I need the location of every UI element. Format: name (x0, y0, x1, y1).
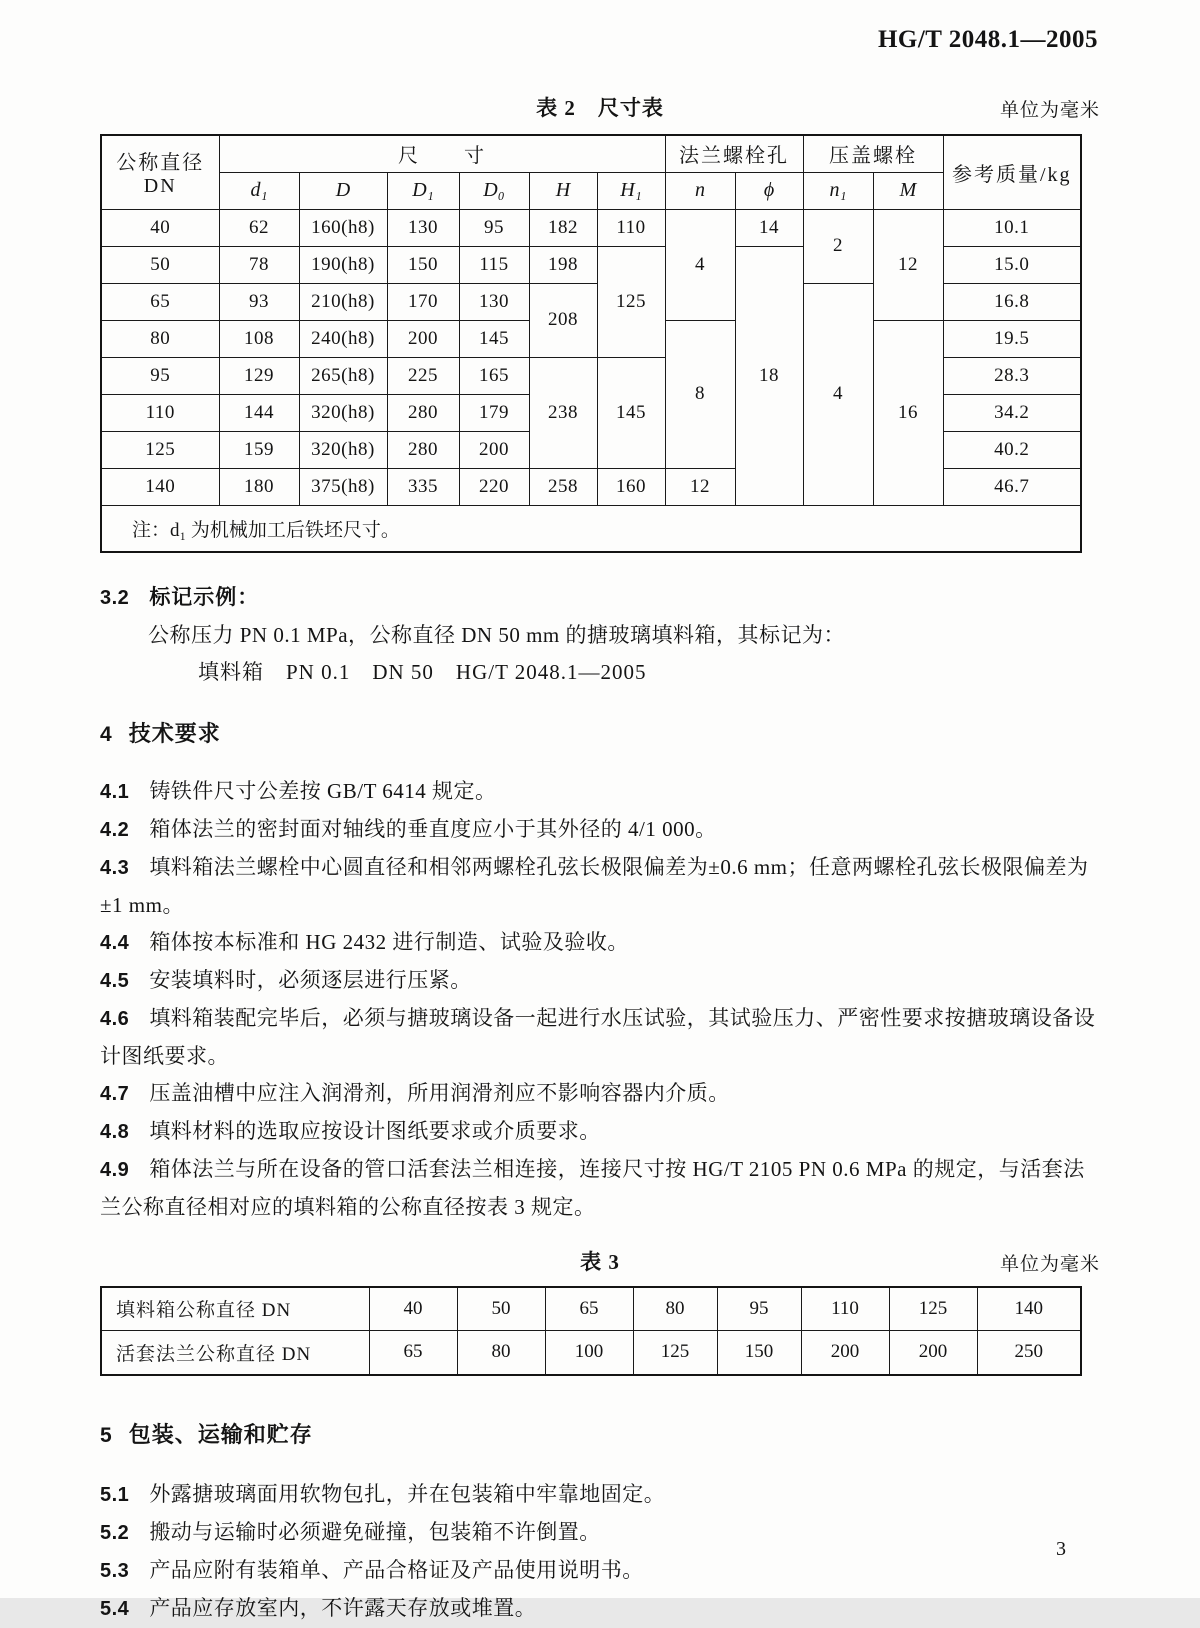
correspondence-cell: 80 (633, 1287, 717, 1331)
dimension-cell: 2 (803, 209, 873, 283)
dimension-cell: 159 (219, 431, 299, 468)
dimension-cell: 145 (459, 320, 529, 357)
dimension-cell: 95 (101, 357, 219, 394)
dimension-cell: 210(h8) (299, 283, 387, 320)
table2-size-group-header: 尺 寸 (219, 135, 665, 172)
dimension-cell: 115 (459, 246, 529, 283)
section-number: 4 (100, 722, 113, 746)
clause-3-2 (100, 579, 1100, 617)
table2-header-row-2 (101, 172, 1081, 209)
correspondence-cell: 50 (457, 1287, 545, 1331)
dimension-cell: 144 (219, 394, 299, 431)
clause-text: 搬动与运输时必须避免碰撞，包装箱不许倒置。 (149, 1519, 601, 1544)
correspondence-cell: 200 (889, 1331, 977, 1375)
dimension-cell: 16.8 (943, 283, 1081, 320)
clause-text: 压盖油槽中应注入润滑剂，所用润滑剂应不影响容器内介质。 (149, 1080, 730, 1105)
correspondence-cell: 填料箱公称直径 DN (101, 1287, 369, 1331)
dimension-cell: 280 (387, 431, 459, 468)
section-title: 包装、运输和贮存 (128, 1421, 313, 1447)
clause-4-5 (100, 962, 1100, 1000)
table2-caption-row (100, 92, 1100, 124)
dimension-cell: 320(h8) (299, 394, 387, 431)
table2-subcolumn-header: H (529, 172, 597, 209)
marking-example: 填料箱 PN 0.1 DN 50 HG/T 2048.1—2005 (198, 659, 647, 684)
clause-number: 3.2 (100, 586, 130, 609)
correspondence-cell: 活套法兰公称直径 DN (101, 1331, 369, 1375)
dimension-cell: 280 (387, 394, 459, 431)
clause-text: 箱体法兰的密封面对轴线的垂直度应小于其外径的 4/1 000。 (149, 816, 717, 841)
dimension-cell: 14 (735, 209, 803, 246)
table3-caption-row (100, 1246, 1100, 1278)
correspondence-cell: 125 (633, 1331, 717, 1375)
dimension-cell: 200 (387, 320, 459, 357)
dimension-cell: 110 (101, 394, 219, 431)
page-number: 3 (1056, 1538, 1066, 1560)
dimension-cell: 108 (219, 320, 299, 357)
dimension-cell: 10.1 (943, 209, 1081, 246)
table2-unit-note: 单位为毫米 (999, 100, 1100, 121)
dimension-cell: 258 (529, 468, 597, 505)
table-row (101, 209, 1081, 246)
clause-text: 安装填料时，必须逐层进行压紧。 (149, 967, 472, 992)
clause-text: 铸铁件尺寸公差按 GB/T 6414 规定。 (149, 778, 497, 803)
dimension-cell: 110 (597, 209, 665, 246)
clause-5-1 (100, 1476, 1100, 1514)
correspondence-cell: 140 (977, 1287, 1081, 1331)
dimension-cell: 28.3 (943, 357, 1081, 394)
dimension-cell: 182 (529, 209, 597, 246)
table2-subcolumn-header: D₀ (459, 172, 529, 209)
clause-text: 填料材料的选取应按设计图纸要求或介质要求。 (149, 1118, 601, 1143)
clause-text: 产品应存放室内，不许露天存放或堆置。 (149, 1595, 537, 1620)
section-5-heading (100, 1416, 1100, 1454)
standard-code: HG/T 2048.1—2005 (877, 26, 1098, 53)
correspondence-cell: 80 (457, 1331, 545, 1375)
clause-5-2 (100, 1514, 1100, 1552)
clause-text: 外露搪玻璃面用软物包扎，并在包装箱中牢靠地固定。 (149, 1481, 666, 1506)
clause-title: 标记示例： (149, 585, 260, 609)
clause-text: 箱体按本标准和 HG 2432 进行制造、试验及验收。 (149, 929, 629, 954)
table2-gland-bolt-group-header: 压盖螺栓 (803, 135, 943, 172)
dimension-cell: 265(h8) (299, 357, 387, 394)
dimension-cell: 80 (101, 320, 219, 357)
correspondence-cell: 65 (545, 1287, 633, 1331)
dimension-cell: 140 (101, 468, 219, 505)
table2-subcolumn-header: H₁ (597, 172, 665, 209)
dimension-cell: 12 (873, 209, 943, 320)
table2-subcolumn-header: ϕ (735, 172, 803, 209)
clause-4-3 (100, 849, 1100, 924)
dimension-cell: 65 (101, 283, 219, 320)
dimension-cell: 225 (387, 357, 459, 394)
dimension-cell: 130 (459, 283, 529, 320)
dimension-cell: 78 (219, 246, 299, 283)
clause-number: 4.1 (100, 780, 130, 803)
dimension-cell: 130 (387, 209, 459, 246)
dimension-cell: 40 (101, 209, 219, 246)
clause-5-3 (100, 1552, 1100, 1590)
table2-subcolumn-header: n (665, 172, 735, 209)
clause-text: 填料箱法兰螺栓中心圆直径和相邻两螺栓孔弦长极限偏差为±0.6 mm；任意两螺栓孔弦长极限偏差为±1 mm。 (100, 854, 1089, 917)
table-row (101, 1287, 1081, 1331)
dimension-cell: 180 (219, 468, 299, 505)
dimension-cell: 375(h8) (299, 468, 387, 505)
table2-caption: 表 2 尺寸表 (536, 96, 664, 120)
dimension-cell: 238 (529, 357, 597, 468)
dimension-cell: 335 (387, 468, 459, 505)
clause-4-1 (100, 773, 1100, 811)
dimension-cell: 190(h8) (299, 246, 387, 283)
correspondence-cell: 65 (369, 1331, 457, 1375)
table3-caption: 表 3 (580, 1249, 620, 1274)
dn-header-line2: DN (143, 175, 177, 198)
marking-example-description: 公称压力 PN 0.1 MPa，公称直径 DN 50 mm 的搪玻璃填料箱，其标记为： (148, 622, 846, 647)
correspondence-cell: 40 (369, 1287, 457, 1331)
dimension-cell: 198 (529, 246, 597, 283)
dimension-cell: 129 (219, 357, 299, 394)
correspondence-cell: 110 (801, 1287, 889, 1331)
clause-number: 4.7 (100, 1082, 130, 1105)
table-row (101, 1331, 1081, 1375)
table2-header-row-1 (101, 135, 1081, 172)
table2-flange-bolt-group-header: 法兰螺栓孔 (665, 135, 803, 172)
table2-subcolumn-header: n₁ (803, 172, 873, 209)
clause-5-4 (100, 1590, 1100, 1628)
dimension-cell: 165 (459, 357, 529, 394)
clause-number: 4.9 (100, 1158, 130, 1181)
clause-number: 5.2 (100, 1521, 130, 1544)
dimension-cell: 125 (101, 431, 219, 468)
dimension-cell: 179 (459, 394, 529, 431)
dimension-cell: 62 (219, 209, 299, 246)
clause-text: 填料箱装配完毕后，必须与搪玻璃设备一起进行水压试验，其试验压力、严密性要求按搪玻璃设备设计图纸要求。 (100, 1005, 1096, 1068)
section-number: 5 (100, 1423, 113, 1447)
dn-header-line1: 公称直径 (116, 152, 205, 175)
dimension-cell: 19.5 (943, 320, 1081, 357)
dimension-cell: 240(h8) (299, 320, 387, 357)
dimension-cell: 4 (803, 283, 873, 505)
clause-4-7 (100, 1075, 1100, 1113)
section-4-heading (100, 715, 1100, 753)
correspondence-cell: 95 (717, 1287, 801, 1331)
dimension-cell: 208 (529, 283, 597, 357)
clause-4-6 (100, 1000, 1100, 1075)
clause-4-8 (100, 1113, 1100, 1151)
clause-number: 5.3 (100, 1559, 130, 1582)
clause-number: 5.1 (100, 1483, 130, 1506)
dimension-cell: 4 (665, 209, 735, 320)
dimension-cell: 15.0 (943, 246, 1081, 283)
dimension-cell: 145 (597, 357, 665, 468)
dimension-cell: 220 (459, 468, 529, 505)
dimension-cell: 200 (459, 431, 529, 468)
flange-correspondence-table (100, 1286, 1082, 1376)
dimension-cell: 50 (101, 246, 219, 283)
table2-subcolumn-header: d₁ (219, 172, 299, 209)
dimension-cell: 46.7 (943, 468, 1081, 505)
dimension-cell: 160(h8) (299, 209, 387, 246)
table2-subcolumn-header: M (873, 172, 943, 209)
table2-subcolumn-header: D₁ (387, 172, 459, 209)
clause-number: 4.3 (100, 856, 130, 879)
dimension-cell: 34.2 (943, 394, 1081, 431)
dimension-cell: 95 (459, 209, 529, 246)
section-title: 技术要求 (128, 720, 221, 746)
correspondence-cell: 100 (545, 1331, 633, 1375)
dimension-cell: 150 (387, 246, 459, 283)
clause-number: 4.5 (100, 969, 130, 992)
clause-number: 4.6 (100, 1007, 130, 1030)
clause-number: 5.4 (100, 1597, 130, 1620)
clause-number: 4.2 (100, 818, 130, 841)
correspondence-cell: 125 (889, 1287, 977, 1331)
clause-4-2 (100, 811, 1100, 849)
table2-mass-header: 参考质量/kg (943, 135, 1081, 209)
clause-text: 箱体法兰与所在设备的管口活套法兰相连接，连接尺寸按 HG/T 2105 PN 0.6 MPa 的规定，与活套法兰公称直径相对应的填料箱的公称直径按表 3 规定。 (100, 1156, 1085, 1219)
dimension-cell: 320(h8) (299, 431, 387, 468)
table2-subcolumn-header: D (299, 172, 387, 209)
clause-4-4 (100, 924, 1100, 962)
dimension-cell: 8 (665, 320, 735, 468)
clause-4-9 (100, 1151, 1100, 1226)
dimension-cell: 125 (597, 246, 665, 357)
dimension-cell: 18 (735, 246, 803, 505)
table3-unit-note: 单位为毫米 (999, 1253, 1100, 1275)
correspondence-cell: 150 (717, 1331, 801, 1375)
dimension-cell: 16 (873, 320, 943, 505)
dimension-cell: 12 (665, 468, 735, 505)
dimension-cell: 40.2 (943, 431, 1081, 468)
clause-number: 4.8 (100, 1120, 130, 1143)
correspondence-cell: 250 (977, 1331, 1081, 1375)
dimension-cell: 93 (219, 283, 299, 320)
dimension-cell: 170 (387, 283, 459, 320)
dimension-cell: 160 (597, 468, 665, 505)
clause-number: 4.4 (100, 931, 130, 954)
table2-note: 注：d₁ 为机械加工后铁坯尺寸。 (101, 505, 1081, 552)
correspondence-cell: 200 (801, 1331, 889, 1375)
table2-note-row (101, 505, 1081, 552)
clause-text: 产品应附有装箱单、产品合格证及产品使用说明书。 (149, 1557, 644, 1582)
table2-col-dn-header (101, 135, 219, 209)
dimension-table (100, 134, 1082, 553)
